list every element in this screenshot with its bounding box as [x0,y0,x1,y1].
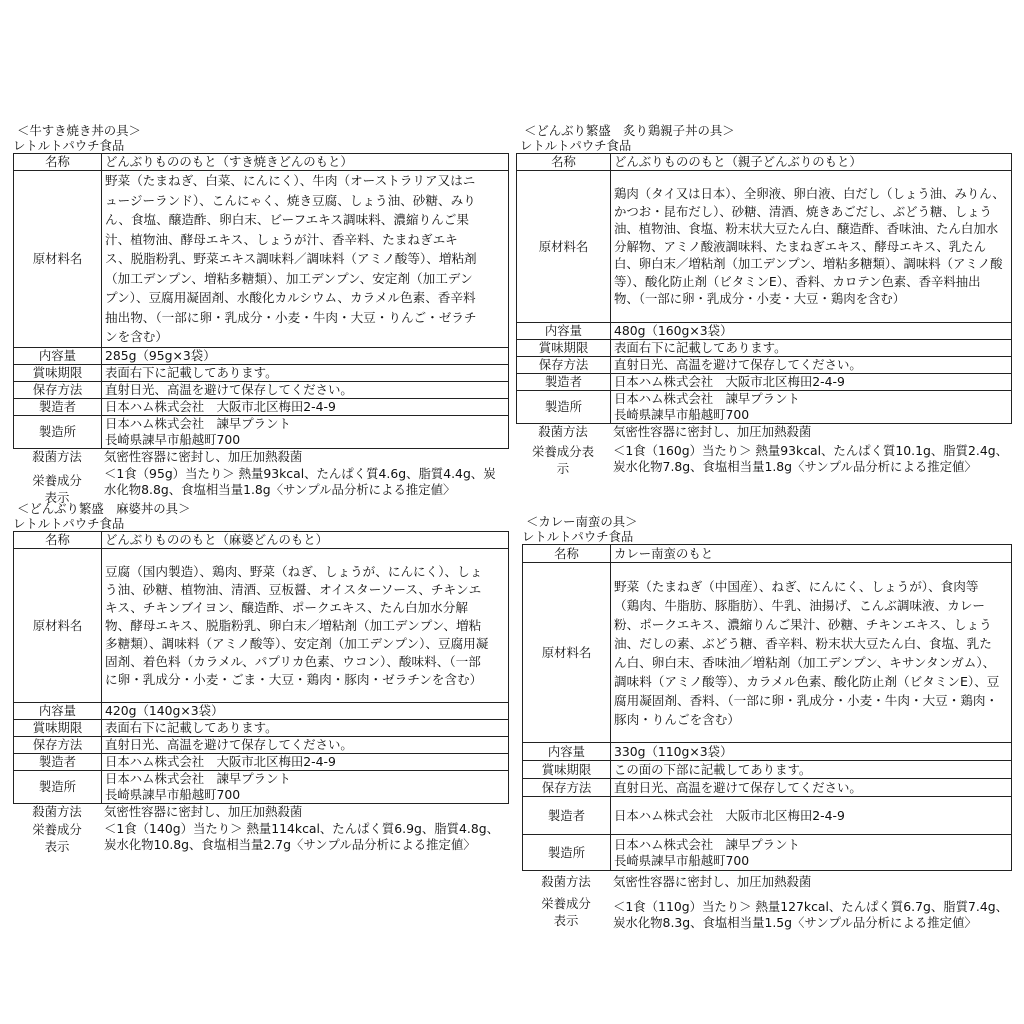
row-label: 保存方法 [517,357,611,374]
row-value [610,443,1012,477]
table-row [13,821,509,855]
row-label: 殺菌方法 [541,874,591,889]
table-row [523,545,1012,563]
row-label: 殺菌方法 [32,448,82,464]
table-row [517,323,1012,340]
row-label: 賞味期限 [517,340,611,357]
row-label: 内容量 [14,703,102,720]
row-value: 表面右下に記載してあります。 [102,720,509,737]
table-row [13,449,509,466]
block-subtitle: レトルトパウチ食品 [520,138,632,153]
row-value: 330g（110g×3袋） [611,743,1012,761]
table-row [523,761,1012,779]
row-value: 表面右下に記載してあります。 [102,364,509,381]
row-label: 保存方法 [14,737,102,754]
row-value: 直射日光、高温を避けて保存してください。 [611,779,1012,797]
label-block-curry-nanban [522,514,1012,931]
row-label: 賞味期限 [523,761,611,779]
table-row [516,424,1012,443]
table-row [517,374,1012,391]
table-row [517,154,1012,171]
block-title: ＜どんぶり繁盛 麻婆丼の具＞ [17,501,191,516]
table-row [14,532,509,549]
table-row [14,364,509,381]
row-label: 内容量 [523,743,611,761]
row-value: 日本ハム株式会社 大阪市北区梅田2-4-9 [611,797,1012,835]
spec-table [522,544,1012,871]
row-value: どんぶりもののもと（麻婆どんのもと） [102,532,509,549]
table-row [14,737,509,754]
row-label: 製造者 [523,797,611,835]
row-value: 表面右下に記載してあります。 [611,340,1012,357]
row-value: 日本ハム株式会社 大阪市北区梅田2-4-9 [102,398,509,415]
row-label: 栄養成分表示 [532,444,594,476]
table-row [516,443,1012,477]
row-value: 直射日光、高温を避けて保存してください。 [102,737,509,754]
row-value: 日本ハム株式会社 諫早プラント 長崎県諫早市船越町700 [102,415,509,448]
row-value: どんぶりもののもと（すき焼きどんのもと） [102,154,509,171]
row-label: 原材料名 [517,171,611,323]
label-block-oyako [516,123,1012,477]
row-value: 直射日光、高温を避けて保存してください。 [102,381,509,398]
row-label: 製造者 [14,398,102,415]
row-label: 賞味期限 [14,364,102,381]
row-value: 日本ハム株式会社 諫早プラント 長崎県諫早市船越町700 [611,835,1012,871]
table-row [523,743,1012,761]
row-label: 名称 [517,154,611,171]
row-label: 栄養成分表示 [541,896,591,928]
row-value: 285g（95g×3袋） [102,347,509,364]
block-title: ＜牛すき焼き丼の具＞ [17,123,141,138]
nutrition-text: ＜1食（160g）当たり＞ 熱量93kcal、たんぱく質10.1g、脂質2.4g、炭水化物7.8g、食塩相当量1.8g〈サンプル品分析による推定値〉 [613,443,1008,474]
row-value: 鶏肉（タイ又は日本）、全卵液、卵白液、白だし（しょう油、みりん、かつお・昆布だし）、砂糖、清酒、焼きあごだし、ぶどう糖、しょう油、植物油、食塩、粉末状大豆たん白、醸造酢、香味油、たん白加水分解物、アミノ酸液調味料、たまねぎエキス、酵母エキス、乳たん白、卵白末／増粘剤（加工デンプン、増粘多糖類）、調味料（アミノ酸等）、酸化防止剤（ビタミンE）、香料、カロテン色素、香辛料抽出物、（一部に卵・乳成分・小麦・大豆・鶏肉を含む） [611,171,1012,323]
table-row [14,754,509,771]
table-row [14,154,509,171]
row-label: 名称 [523,545,611,563]
row-label: 製造者 [517,374,611,391]
row-label: 賞味期限 [14,720,102,737]
row-value: 気密性容器に密封し、加圧加熱殺菌 [613,424,812,439]
label-block-gyusuki [13,123,509,512]
table-row [14,703,509,720]
row-value [610,893,1012,931]
row-label: 保存方法 [14,381,102,398]
spec-table [13,153,509,449]
row-label: 名称 [14,154,102,171]
table-row [523,563,1012,743]
row-value: 日本ハム株式会社 大阪市北区梅田2-4-9 [102,754,509,771]
table-row [14,381,509,398]
row-value: 気密性容器に密封し、加圧加熱殺菌 [613,874,812,889]
row-value: 野菜（たまねぎ、白菜、にんにく）、牛肉（オーストラリア又はニュージーランド）、こんにゃく、焼き豆腐、しょう油、砂糖、みりん、食塩、醸造酢、卵白末、ビーフエキス調味料、濃縮りんご果汁、植物油、酵母エキス、しょうが汁、香辛料、たまねぎエキス、脱脂粉乳、野菜エキス調味料／調味料（アミノ酸等）、増粘剤（加工デンプン、増粘多糖類）、加工デンプン、安定剤（加工デンプン）、豆腐用凝固剤、水酸化カルシウム、カラメル色素、香辛料抽出物、（一部に卵・乳成分・小麦・牛肉・大豆・りんご・ゼラチンを含む） [102,171,509,348]
extra-table [13,804,509,855]
block-subtitle: レトルトパウチ食品 [522,529,634,544]
row-label: 製造所 [523,835,611,871]
spec-table [516,153,1012,424]
table-row [522,871,1012,893]
row-label: 原材料名 [14,171,102,348]
row-label: 製造所 [14,415,102,448]
row-value: 日本ハム株式会社 大阪市北区梅田2-4-9 [611,374,1012,391]
row-value: 豆腐（国内製造）、鶏肉、野菜（ねぎ、しょうが、にんにく）、しょう油、砂糖、植物油、清酒、豆板醤、オイスターソース、チキンエキス、チキンブイヨン、醸造酢、ポークエキス、たん白加水分解物、酵母エキス、脱脂粉乳、卵白末／増粘剤（加工デンプン、増粘多糖類）、調味料（アミノ酸等）、安定剤（加工デンプン）、豆腐用凝固剤、着色料（カラメル、パプリカ色素、ウコン）、酸味料、（一部に卵・乳成分・小麦・ごま・大豆・鶏肉・豚肉・ゼラチンを含む） [102,549,509,703]
table-row [14,771,509,804]
row-value: 480g（160g×3袋） [611,323,1012,340]
block-title: ＜カレー南蛮の具＞ [526,514,638,529]
extra-table [516,424,1012,477]
row-value: 気密性容器に密封し、加圧加熱殺菌 [104,448,303,464]
row-value: どんぶりもののもと（親子どんぶりのもと） [611,154,1012,171]
block-title: ＜どんぶり繁盛 炙り鶏親子丼の具＞ [524,123,735,138]
table-row [517,391,1012,424]
table-row [517,171,1012,323]
row-label: 製造所 [14,771,102,804]
table-row [14,720,509,737]
block-subtitle: レトルトパウチ食品 [13,516,125,531]
row-label: 栄養成分表示 [32,822,82,854]
table-row [14,549,509,703]
row-value: 日本ハム株式会社 諫早プラント 長崎県諫早市船越町700 [611,391,1012,424]
extra-table [522,871,1012,931]
row-label: 名称 [14,532,102,549]
table-row [13,804,509,821]
row-value: 420g（140g×3袋） [102,703,509,720]
row-label: 製造所 [517,391,611,424]
row-label: 原材料名 [14,549,102,703]
nutrition-text: ＜1食（140g）当たり＞ 熱量114kcal、たんぱく質6.9g、脂質4.8g、炭水化物10.8g、食塩相当量2.7g〈サンプル品分析による推定値〉 [104,821,499,852]
row-label: 殺菌方法 [538,424,588,439]
table-row [14,398,509,415]
row-value: 日本ハム株式会社 諫早プラント 長崎県諫早市船越町700 [102,771,509,804]
table-row [14,415,509,448]
table-row [523,797,1012,835]
row-label: 栄養成分表示 [32,472,82,505]
label-block-mabo [13,501,509,855]
table-row [517,340,1012,357]
row-label: 製造者 [14,754,102,771]
row-value: カレー南蛮のもと [611,545,1012,563]
table-row [517,357,1012,374]
row-label: 原材料名 [523,563,611,743]
row-value: この面の下部に記載してあります。 [611,761,1012,779]
table-row [14,347,509,364]
row-label: 殺菌方法 [32,804,82,819]
row-value: 気密性容器に密封し、加圧加熱殺菌 [104,804,303,819]
nutrition-text: ＜1食（95g）当たり＞ 熱量93kcal、たんぱく質4.6g、脂質4.4g、炭水化物8.8g、食塩相当量1.8g〈サンプル品分析による推定値〉 [104,465,496,497]
table-row [522,893,1012,931]
table-row [14,171,509,348]
table-row [523,835,1012,871]
table-row [523,779,1012,797]
spec-table [13,531,509,804]
row-value: 直射日光、高温を避けて保存してください。 [611,357,1012,374]
nutrition-text: ＜1食（110g）当たり＞ 熱量127kcal、たんぱく質6.7g、脂質7.4g、炭水化物8.3g、食塩相当量1.5g〈サンプル品分析による推定値〉 [613,899,1008,930]
row-value: 野菜（たまねぎ（中国産）、ねぎ、にんにく、しょうが）、食肉等（鶏肉、牛脂肪、豚脂肪）、牛乳、油揚げ、こんぶ調味液、カレー粉、ポークエキス、濃縮りんご果汁、砂糖、チキンエキス、しょう油、だしの素、ぶどう糖、香辛料、粉末状大豆たん白、食塩、乳たん白、卵白末、香味油／増粘剤（加工デンプン、キサンタンガム）、調味料（アミノ酸等）、カラメル色素、酸化防止剤（ビタミンE）、豆腐用凝固剤、香料、（一部に卵・乳成分・小麦・牛肉・大豆・鶏肉・豚肉・りんごを含む） [611,563,1012,743]
row-label: 保存方法 [523,779,611,797]
row-value [101,821,509,855]
row-label: 内容量 [14,347,102,364]
block-subtitle: レトルトパウチ食品 [13,138,125,153]
row-label: 内容量 [517,323,611,340]
